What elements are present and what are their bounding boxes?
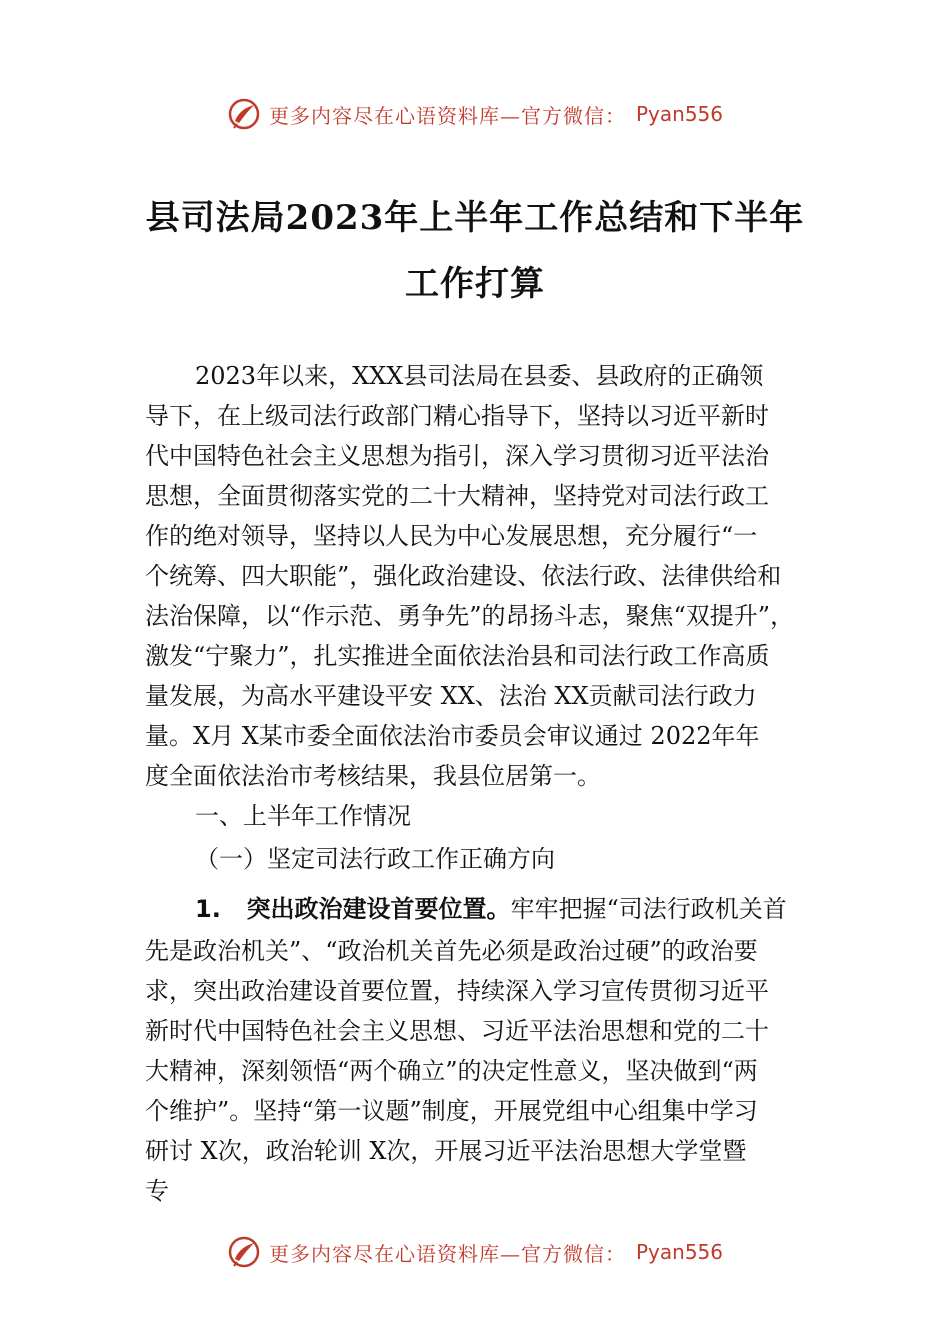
intro-line: 量。X月 X某市委全面依法治市委员会审议通过 2022年年: [145, 722, 760, 750]
intro-line: 度全面依法治市考核结果，我县位居第一。: [145, 762, 601, 790]
item-1-first-rest: 牢牢把握“司法行政机关首: [510, 895, 787, 923]
intro-line: 代中国特色社会主义思想为指引，深入学习贯彻习近平法治: [145, 442, 769, 470]
brush-logo-icon: [227, 97, 261, 131]
intro-line: 思想，全面贯彻落实党的二十大精神，坚持党对司法行政工: [145, 482, 769, 510]
watermark-footer: [0, 1232, 950, 1272]
item-1-line: 求，突出政治建设首要位置，持续深入学习宣传贯彻习近平: [145, 977, 769, 1005]
item-1-line: 先是政治机关”、“政治机关首先必须是政治过硬”的政治要: [145, 937, 758, 965]
watermark-wechat-id: Pyan556: [635, 102, 723, 126]
item-1-first-line: [195, 893, 787, 925]
subsection-heading: （一）坚定司法行政工作正确方向: [195, 845, 555, 873]
item-1-lead: 突出政治建设首要位置。: [246, 895, 511, 923]
intro-line: 个统筹、四大职能”，强化政治建设、依法行政、法律供给和: [145, 562, 782, 590]
watermark-wechat-id: Pyan556: [635, 1240, 723, 1264]
section-heading: 一、上半年工作情况: [195, 802, 411, 830]
watermark-text: 更多内容尽在心语资料库—官方微信：: [268, 1241, 626, 1266]
item-1-line: 个维护”。坚持“第一议题”制度，开展党组中心组集中学习: [145, 1097, 758, 1125]
intro-line: 量发展，为高水平建设平安 XX、法治 XX贡献司法行政力: [145, 682, 757, 710]
watermark-header: [0, 94, 950, 134]
item-1-line: 新时代中国特色社会主义思想、习近平法治思想和党的二十: [145, 1017, 769, 1045]
item-1-line: 专: [145, 1177, 169, 1205]
brush-logo-icon: [227, 1235, 261, 1269]
intro-line: 导下，在上级司法行政部门精心指导下，坚持以习近平新时: [145, 402, 769, 430]
intro-line: 2023年以来，XXX县司法局在县委、县政府的正确领: [195, 362, 764, 390]
intro-line: 作的绝对领导，坚持以人民为中心发展思想，充分履行“一: [145, 522, 758, 550]
document-title-line-1: 县司法局2023年上半年工作总结和下半年: [145, 198, 805, 238]
intro-line: 激发“宁聚力”，扎实推进全面依法治县和司法行政工作高质: [145, 642, 770, 670]
item-1-line: 大精神，深刻领悟“两个确立”的决定性意义，坚决做到“两: [145, 1057, 758, 1085]
watermark-text: 更多内容尽在心语资料库—官方微信：: [268, 103, 626, 128]
item-1-line: 研讨 X次，政治轮训 X次，开展习近平法治思想大学堂暨: [145, 1137, 747, 1165]
intro-line: 法治保障，以“作示范、勇争先”的昂扬斗志，聚焦“双提升”，: [145, 602, 795, 630]
document-title-line-2: 工作打算: [405, 264, 545, 304]
item-1-number: 1.: [195, 895, 221, 923]
